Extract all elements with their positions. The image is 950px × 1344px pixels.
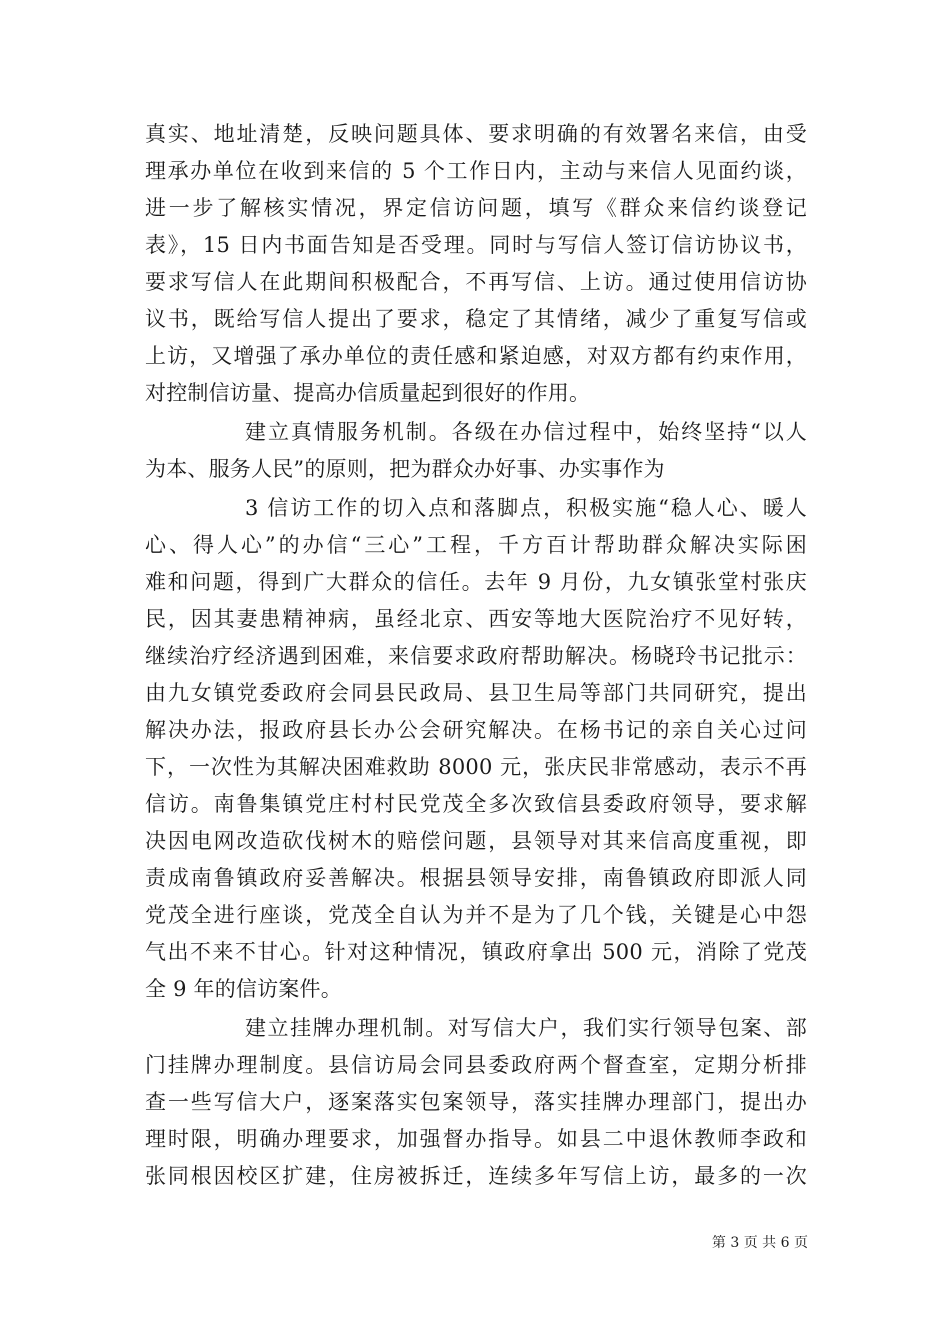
text-line: 真实、地址清楚，反映问题具体、要求明确的有效署名来信，由受: [145, 122, 807, 146]
text-line: 议书，既给写信人提出了要求，稳定了其情绪，减少了重复写信或: [145, 307, 807, 331]
text-line: 全 9 年的信访案件。: [145, 977, 342, 1001]
text-line: 解决办法，报政府县长办公会研究解决。在杨书记的亲自关心过问: [145, 718, 807, 742]
text-line: 理承办单位在收到来信的 5 个工作日内，主动与来信人见面约谈，: [145, 159, 807, 183]
text-line: 民，因其妻患精神病，虽经北京、西安等地大医院治疗不见好转，: [145, 607, 807, 631]
text-line: 继续治疗经济遇到困难，来信要求政府帮助解决。杨晓玲书记批示：: [145, 644, 807, 668]
text-line: 下，一次性为其解决困难救助 8000 元，张庆民非常感动，表示不再: [145, 755, 807, 779]
text-line: 由九女镇党委政府会同县民政局、县卫生局等部门共同研究，提出: [145, 681, 807, 705]
text-line: 上访，又增强了承办单位的责任感和紧迫感，对双方都有约束作用，: [145, 344, 807, 368]
page-number-footer: 第 3 页 共 6 页: [711, 1235, 808, 1251]
text-line: 气出不来不甘心。针对这种情况，镇政府拿出 500 元，消除了党茂: [145, 940, 807, 964]
text-line: 门挂牌办理制度。县信访局会同县委政府两个督查室，定期分析排: [145, 1053, 807, 1077]
text-line: 为本、服务人民”的原则，把为群众办好事、办实事作为: [145, 457, 665, 481]
text-line: 张同根因校区扩建，住房被拆迁，连续多年写信上访，最多的一次: [145, 1164, 807, 1188]
paragraph-start-line: 3 信访工作的切入点和落脚点，积极实施“稳人心、暖人: [245, 496, 807, 520]
text-line: 要求写信人在此期间积极配合，不再写信、上访。通过使用信访协: [145, 270, 807, 294]
text-line: 心、得人心”的办信“三心”工程，千方百计帮助群众解决实际困: [145, 533, 807, 557]
text-line: 对控制信访量、提高办信质量起到很好的作用。: [145, 381, 591, 405]
text-line: 决因电网改造砍伐树木的赔偿问题，县领导对其来信高度重视，即: [145, 829, 807, 853]
paragraph-start-line: 建立真情服务机制。各级在办信过程中，始终坚持“以人: [245, 420, 807, 444]
text-line: 表》，15 日内书面告知是否受理。同时与写信人签订信访协议书，: [145, 233, 807, 257]
text-line: 查一些写信大户，逐案落实包案领导，落实挂牌办理部门，提出办: [145, 1090, 807, 1114]
document-body: [145, 122, 807, 1201]
text-line: 责成南鲁镇政府妥善解决。根据县领导安排，南鲁镇政府即派人同: [145, 866, 807, 890]
text-line: 理时限，明确办理要求，加强督办指导。如县二中退休教师李政和: [145, 1127, 807, 1151]
text-line: 党茂全进行座谈，党茂全自认为并不是为了几个钱，关键是心中怨: [145, 903, 807, 927]
paragraph-start-line: 建立挂牌办理机制。对写信大户，我们实行领导包案、部: [245, 1016, 807, 1040]
text-line: 信访。南鲁集镇党庄村村民党茂全多次致信县委政府领导，要求解: [145, 792, 807, 816]
text-line: 进一步了解核实情况，界定信访问题，填写《群众来信约谈登记: [145, 196, 807, 220]
text-line: 难和问题，得到广大群众的信任。去年 9 月份，九女镇张堂村张庆: [145, 570, 807, 594]
